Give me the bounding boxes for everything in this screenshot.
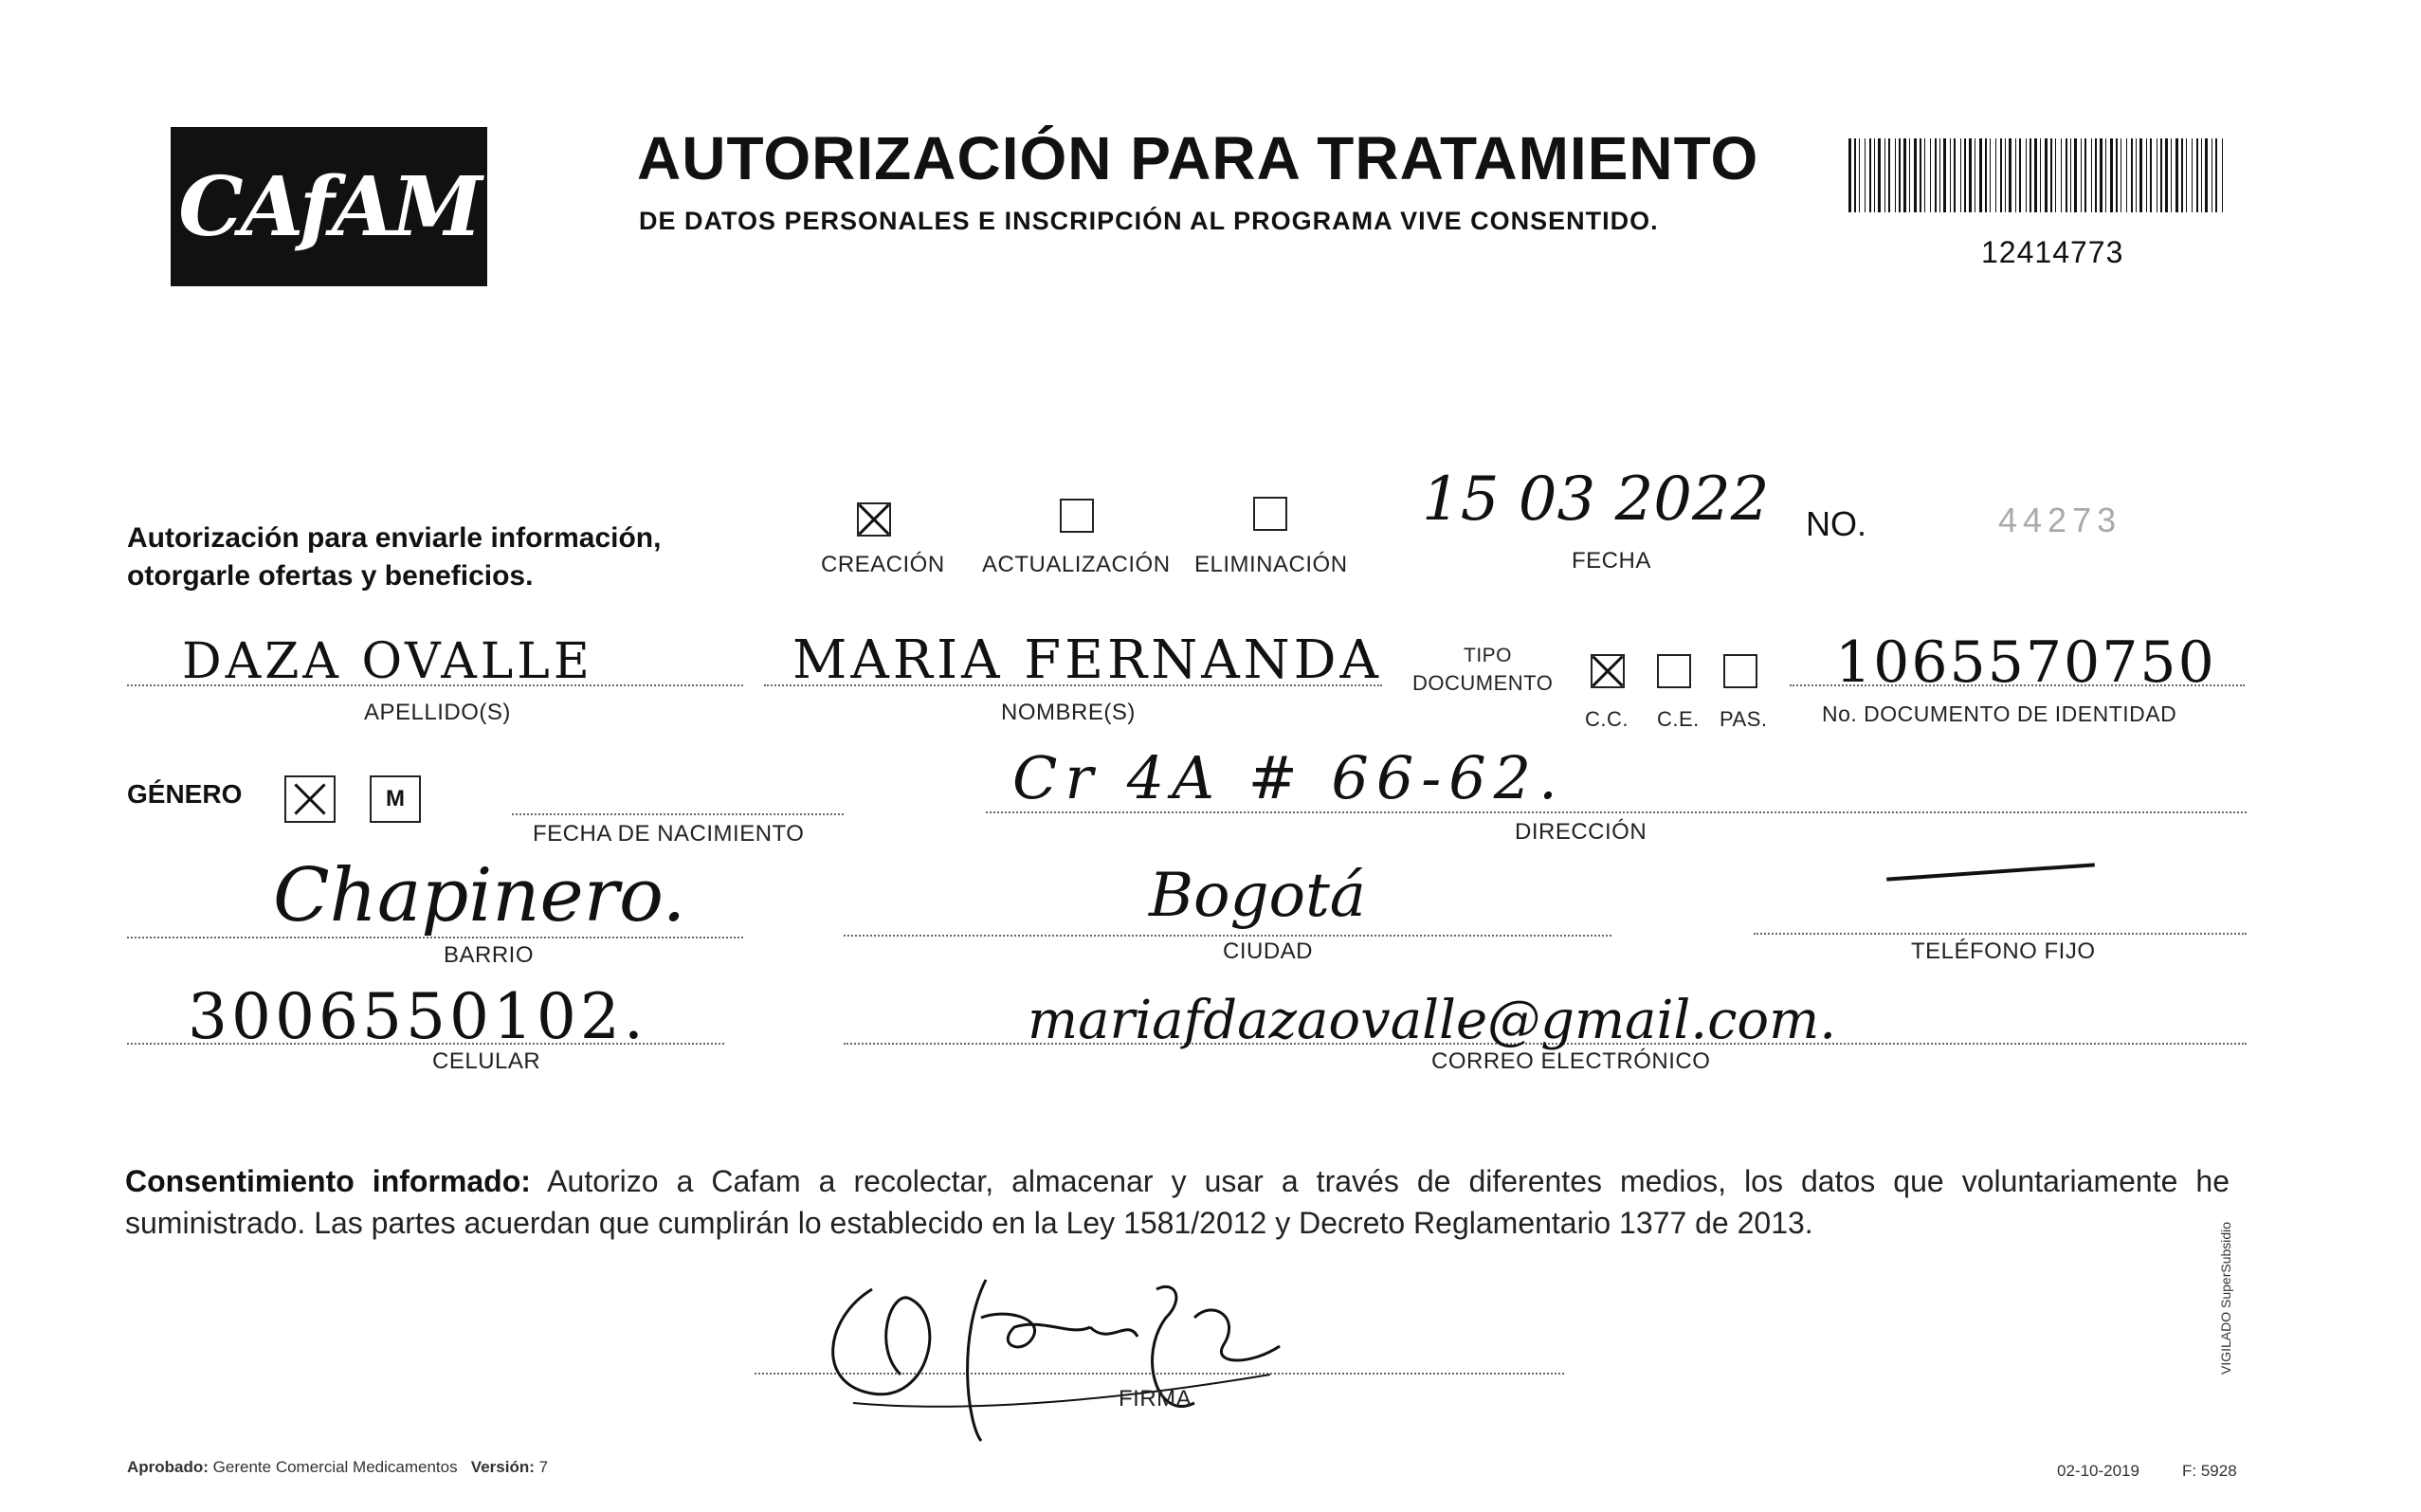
vigilado-text: VIGILADO SuperSubsidio (2218, 1221, 2233, 1375)
barrio-label: BARRIO (444, 942, 535, 968)
barcode-bar (2186, 138, 2187, 212)
barcode-bar (1924, 138, 1925, 212)
barcode-bar (2050, 138, 2052, 212)
barcode-bar (2205, 138, 2208, 212)
version-value: 7 (538, 1458, 549, 1476)
barcode-bar (2105, 138, 2106, 212)
fecha-label: FECHA (1572, 548, 1651, 574)
celular-value[interactable]: 3006550102. (188, 980, 647, 1053)
creacion-checkbox[interactable] (857, 502, 891, 537)
pas-checkbox[interactable] (1723, 654, 1757, 688)
ce-checkbox[interactable] (1657, 654, 1691, 688)
celular-label: CELULAR (432, 1048, 541, 1074)
barcode-bar (1979, 138, 1982, 212)
barcode-bar (2110, 138, 2113, 212)
barcode-bar (2000, 138, 2002, 212)
barcode-bar (1899, 138, 1901, 212)
tipo-documento-label-2: DOCUMENTO (1412, 671, 1554, 695)
genero-label: GÉNERO (127, 779, 243, 809)
barcode-bar (1995, 138, 1996, 212)
barcode-bar (2181, 138, 2183, 212)
consent-paragraph (125, 1160, 2230, 1244)
correo-value[interactable]: mariafdazaovalle@gmail.com. (1028, 990, 1837, 1051)
barcode-bar (2175, 138, 2178, 212)
tipo-documento-label-1: TIPO (1464, 645, 1513, 666)
genero-m-checkbox[interactable] (370, 775, 421, 823)
barcode-bar (2171, 138, 2172, 212)
fecha-nacimiento-label: FECHA DE NACIMIENTO (533, 821, 805, 847)
barcode-bar (1848, 138, 1851, 212)
barcode-bar (2015, 138, 2016, 212)
barcode-bar (2091, 138, 2092, 212)
footer-date: 02-10-2019 (2057, 1462, 2139, 1480)
barcode-bar (2009, 138, 2011, 212)
nombres-label: NOMBRE(S) (1001, 700, 1136, 725)
barcode-bar (2019, 138, 2021, 212)
ce-label: C.E. (1657, 707, 1700, 731)
no-value: 44273 (1998, 501, 2122, 539)
barcode-bar (2045, 138, 2048, 212)
telefono-strike (1886, 863, 2095, 881)
barcode-bar (2081, 138, 2082, 212)
apellidos-label: APELLIDO(S) (364, 700, 511, 725)
barcode-bar (2146, 138, 2147, 212)
barcode-bar (2131, 138, 2133, 212)
direccion-label: DIRECCIÓN (1515, 819, 1647, 845)
barcode-bar (2070, 138, 2071, 212)
genero-f-checkbox[interactable] (284, 775, 336, 823)
barcode-bar (1865, 138, 1866, 212)
aprobado-value: Gerente Comercial Medicamentos (212, 1458, 458, 1476)
barcode-bar (1920, 138, 1921, 212)
barcode-bar (2139, 138, 2142, 212)
fecha-nacimiento-line (512, 813, 844, 815)
form-title: AUTORIZACIÓN PARA TRATAMIENTO (637, 124, 1759, 192)
ciudad-label: CIUDAD (1223, 938, 1314, 964)
pas-label: PAS. (1720, 707, 1768, 731)
telefono-line (1754, 933, 2247, 935)
no-label: NO. (1806, 504, 1867, 543)
barcode-bar (1884, 138, 1885, 212)
barcode-bar (1874, 138, 1875, 212)
barcode-bar (1939, 138, 1940, 212)
version-label: Versión: (470, 1458, 535, 1476)
footer-code: F: 5928 (2182, 1462, 2237, 1480)
barcode-bar (2005, 138, 2006, 212)
barcode-bar (1935, 138, 1937, 212)
actualizacion-label: ACTUALIZACIÓN (982, 552, 1171, 577)
telefono-label: TELÉFONO FIJO (1911, 938, 2096, 964)
barcode-bar (2026, 138, 2027, 212)
genero-m-label: M (386, 786, 405, 811)
cafam-logo (171, 127, 487, 286)
apellidos-value[interactable]: DAZA OVALLE (182, 633, 593, 690)
barcode-bar (2100, 138, 2102, 212)
barcode-bar (1964, 138, 1966, 212)
barcode-bar (1950, 138, 1951, 212)
barcode-bar (2084, 138, 2086, 212)
barcode-bar (1854, 138, 1856, 212)
footer-aprobado (127, 1458, 548, 1477)
barcode-bar (2061, 138, 2062, 212)
barcode-bar (2192, 138, 2193, 212)
barcode-bar (2095, 138, 2097, 212)
barcode-bar (1943, 138, 1946, 212)
barcode-bar (1869, 138, 1871, 212)
barcode-bar (2222, 138, 2223, 212)
documento-label: No. DOCUMENTO DE IDENTIDAD (1822, 701, 2177, 726)
barcode-bar (2030, 138, 2031, 212)
cc-checkbox[interactable] (1591, 654, 1625, 688)
actualizacion-checkbox[interactable] (1060, 499, 1094, 533)
ciudad-line (844, 935, 1611, 937)
barrio-value[interactable]: Chapinero. (273, 853, 686, 938)
barcode-bar (1990, 138, 1991, 212)
fecha-value[interactable]: 15 03 2022 (1422, 465, 1770, 535)
authorization-text-line1: Autorización para enviarle información, (127, 522, 662, 554)
barcode-bar (2215, 138, 2217, 212)
barcode-bar (2201, 138, 2202, 212)
aprobado-label: Aprobado: (127, 1458, 209, 1476)
barcode-number: 12414773 (1981, 235, 2124, 269)
barcode-bar (2126, 138, 2127, 212)
barcode-bar (2160, 138, 2162, 212)
barcode-bar (2136, 138, 2137, 212)
consent-heading: Consentimiento informado: (125, 1164, 531, 1198)
cc-label: C.C. (1585, 707, 1629, 731)
creacion-label: CREACIÓN (821, 552, 945, 577)
form-subtitle: DE DATOS PERSONALES E INSCRIPCIÓN AL PROGRAMA VIVE CONSENTIDO. (639, 207, 1659, 235)
direccion-value[interactable]: Cr 4A # 66-62. (1012, 743, 1565, 812)
logo-text: CAfAM (178, 158, 480, 255)
barcode-bar (1914, 138, 1917, 212)
barcode-bar (2116, 138, 2118, 212)
barcode-bar (2040, 138, 2041, 212)
signature-drawing[interactable] (815, 1261, 1346, 1450)
firma-label: FIRMA (1119, 1386, 1192, 1412)
barcode-bar (2165, 138, 2168, 212)
barcode-bar (2150, 138, 2152, 212)
barcode-bar (1954, 138, 1956, 212)
nombres-value[interactable]: MARIA FERNANDA (792, 629, 1382, 691)
eliminacion-label: ELIMINACIÓN (1194, 552, 1348, 577)
consent-text: Autorizo a Cafam a recolectar, almacenar y usar a través de diferentes medios, los datos que voluntariamente he suministrado. Las partes acuerdan que cumplirán lo establecido en la Ley 1581/2012 y Decreto Reglamentario 1377 de 2013. (125, 1164, 2230, 1240)
barcode-bar (1878, 138, 1881, 212)
authorization-text-line2: otorgarle ofertas y beneficios. (127, 560, 534, 592)
barcode-bar (1930, 138, 1931, 212)
barcode-bar (2074, 138, 2077, 212)
barcode-bar (1895, 138, 1896, 212)
correo-label: CORREO ELECTRÓNICO (1431, 1048, 1711, 1074)
barcode-bar (2196, 138, 2198, 212)
barcode-bar (1969, 138, 1972, 212)
documento-value[interactable]: 1065570750 (1835, 629, 2216, 696)
barcode-bar (1909, 138, 1910, 212)
barcode-bar (2034, 138, 2037, 212)
barcode-bar (1888, 138, 1890, 212)
barcode-bar (2066, 138, 2067, 212)
authorization-text (127, 519, 791, 595)
barcode-bar (1985, 138, 1987, 212)
barcode-bar (1960, 138, 1961, 212)
barcode-bar (1903, 138, 1906, 212)
barcode-bar (2055, 138, 2056, 212)
barcode-bar (1859, 138, 1860, 212)
barcode-image (1848, 138, 2228, 212)
eliminacion-checkbox[interactable] (1253, 497, 1287, 531)
ciudad-value[interactable]: Bogotá (1149, 861, 1366, 931)
